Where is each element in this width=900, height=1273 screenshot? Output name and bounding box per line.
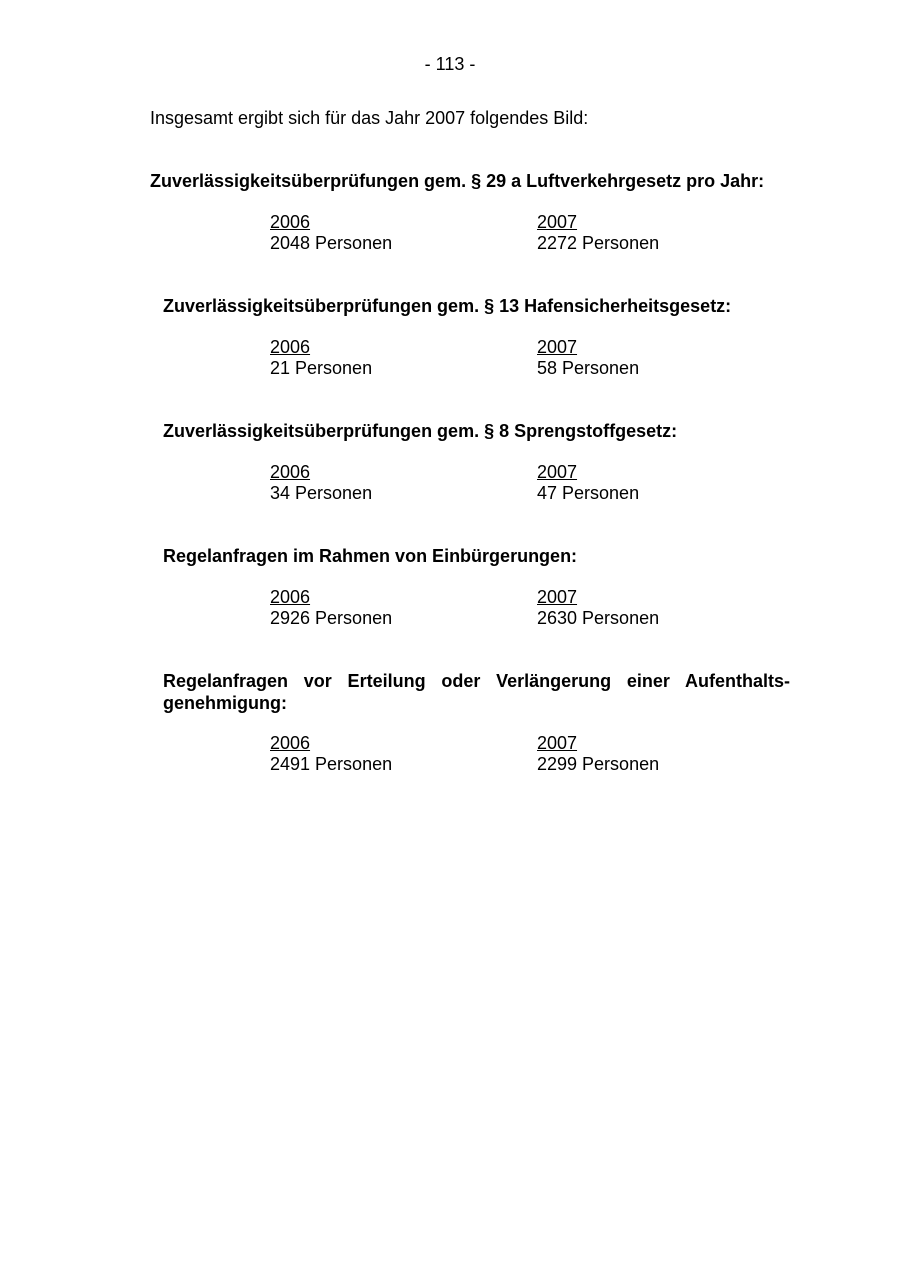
section-einbuergerung-col-2007 [537,587,659,629]
section-aufenthalt-col-2007 [537,733,659,775]
section-aufenthalt-col-2006 [270,733,392,775]
person-count: 2272 Personen [537,233,660,253]
person-count: 58 Personen [537,358,640,378]
year-label: 2006 [270,733,311,753]
section-sprengstoff-col-2007 [537,462,639,504]
intro-text: Insgesamt ergibt sich für das Jahr 2007 folgendes Bild: [150,108,589,128]
year-label: 2007 [537,462,578,482]
year-label: 2007 [537,587,578,607]
year-label: 2007 [537,212,578,232]
section-luftverkehr-col-2007 [537,212,659,254]
section-hafensicherheit-col-2006 [270,337,372,379]
section-einbuergerung-col-2006 [270,587,392,629]
year-label: 2006 [270,587,311,607]
person-count: 2299 Personen [537,754,660,774]
year-label: 2007 [537,733,578,753]
section-luftverkehr-col-2006 [270,212,392,254]
person-count: 2048 Personen [270,233,393,253]
section-hafensicherheit-col-2007 [537,337,639,379]
page-number: - 113 - [424,54,476,74]
person-count: 34 Personen [270,483,373,503]
section-heading-sprengstoff: Zuverlässigkeitsüberprüfungen gem. § 8 Sprengstoffgesetz: [163,421,678,441]
year-label: 2007 [537,337,578,357]
person-count: 2491 Personen [270,754,393,774]
person-count: 21 Personen [270,358,373,378]
person-count: 2630 Personen [537,608,660,628]
section-sprengstoff-col-2006 [270,462,372,504]
section-heading-einbuergerung: Regelanfragen im Rahmen von Einbürgerungen: [163,546,578,566]
year-label: 2006 [270,212,311,232]
section-heading-aufenthalt-line2: genehmigung: [163,693,287,713]
section-heading-aufenthalt: Regelanfragen vor Erteilung oder Verlängerung einer Aufenthalts- [163,671,790,691]
person-count: 2926 Personen [270,608,393,628]
year-label: 2006 [270,337,311,357]
section-heading-luftverkehr: Zuverlässigkeitsüberprüfungen gem. § 29 a Luftverkehrgesetz pro Jahr: [150,171,765,191]
section-heading-hafensicherheit: Zuverlässigkeitsüberprüfungen gem. § 13 Hafensicherheitsgesetz: [163,296,732,316]
year-label: 2006 [270,462,311,482]
person-count: 47 Personen [537,483,640,503]
